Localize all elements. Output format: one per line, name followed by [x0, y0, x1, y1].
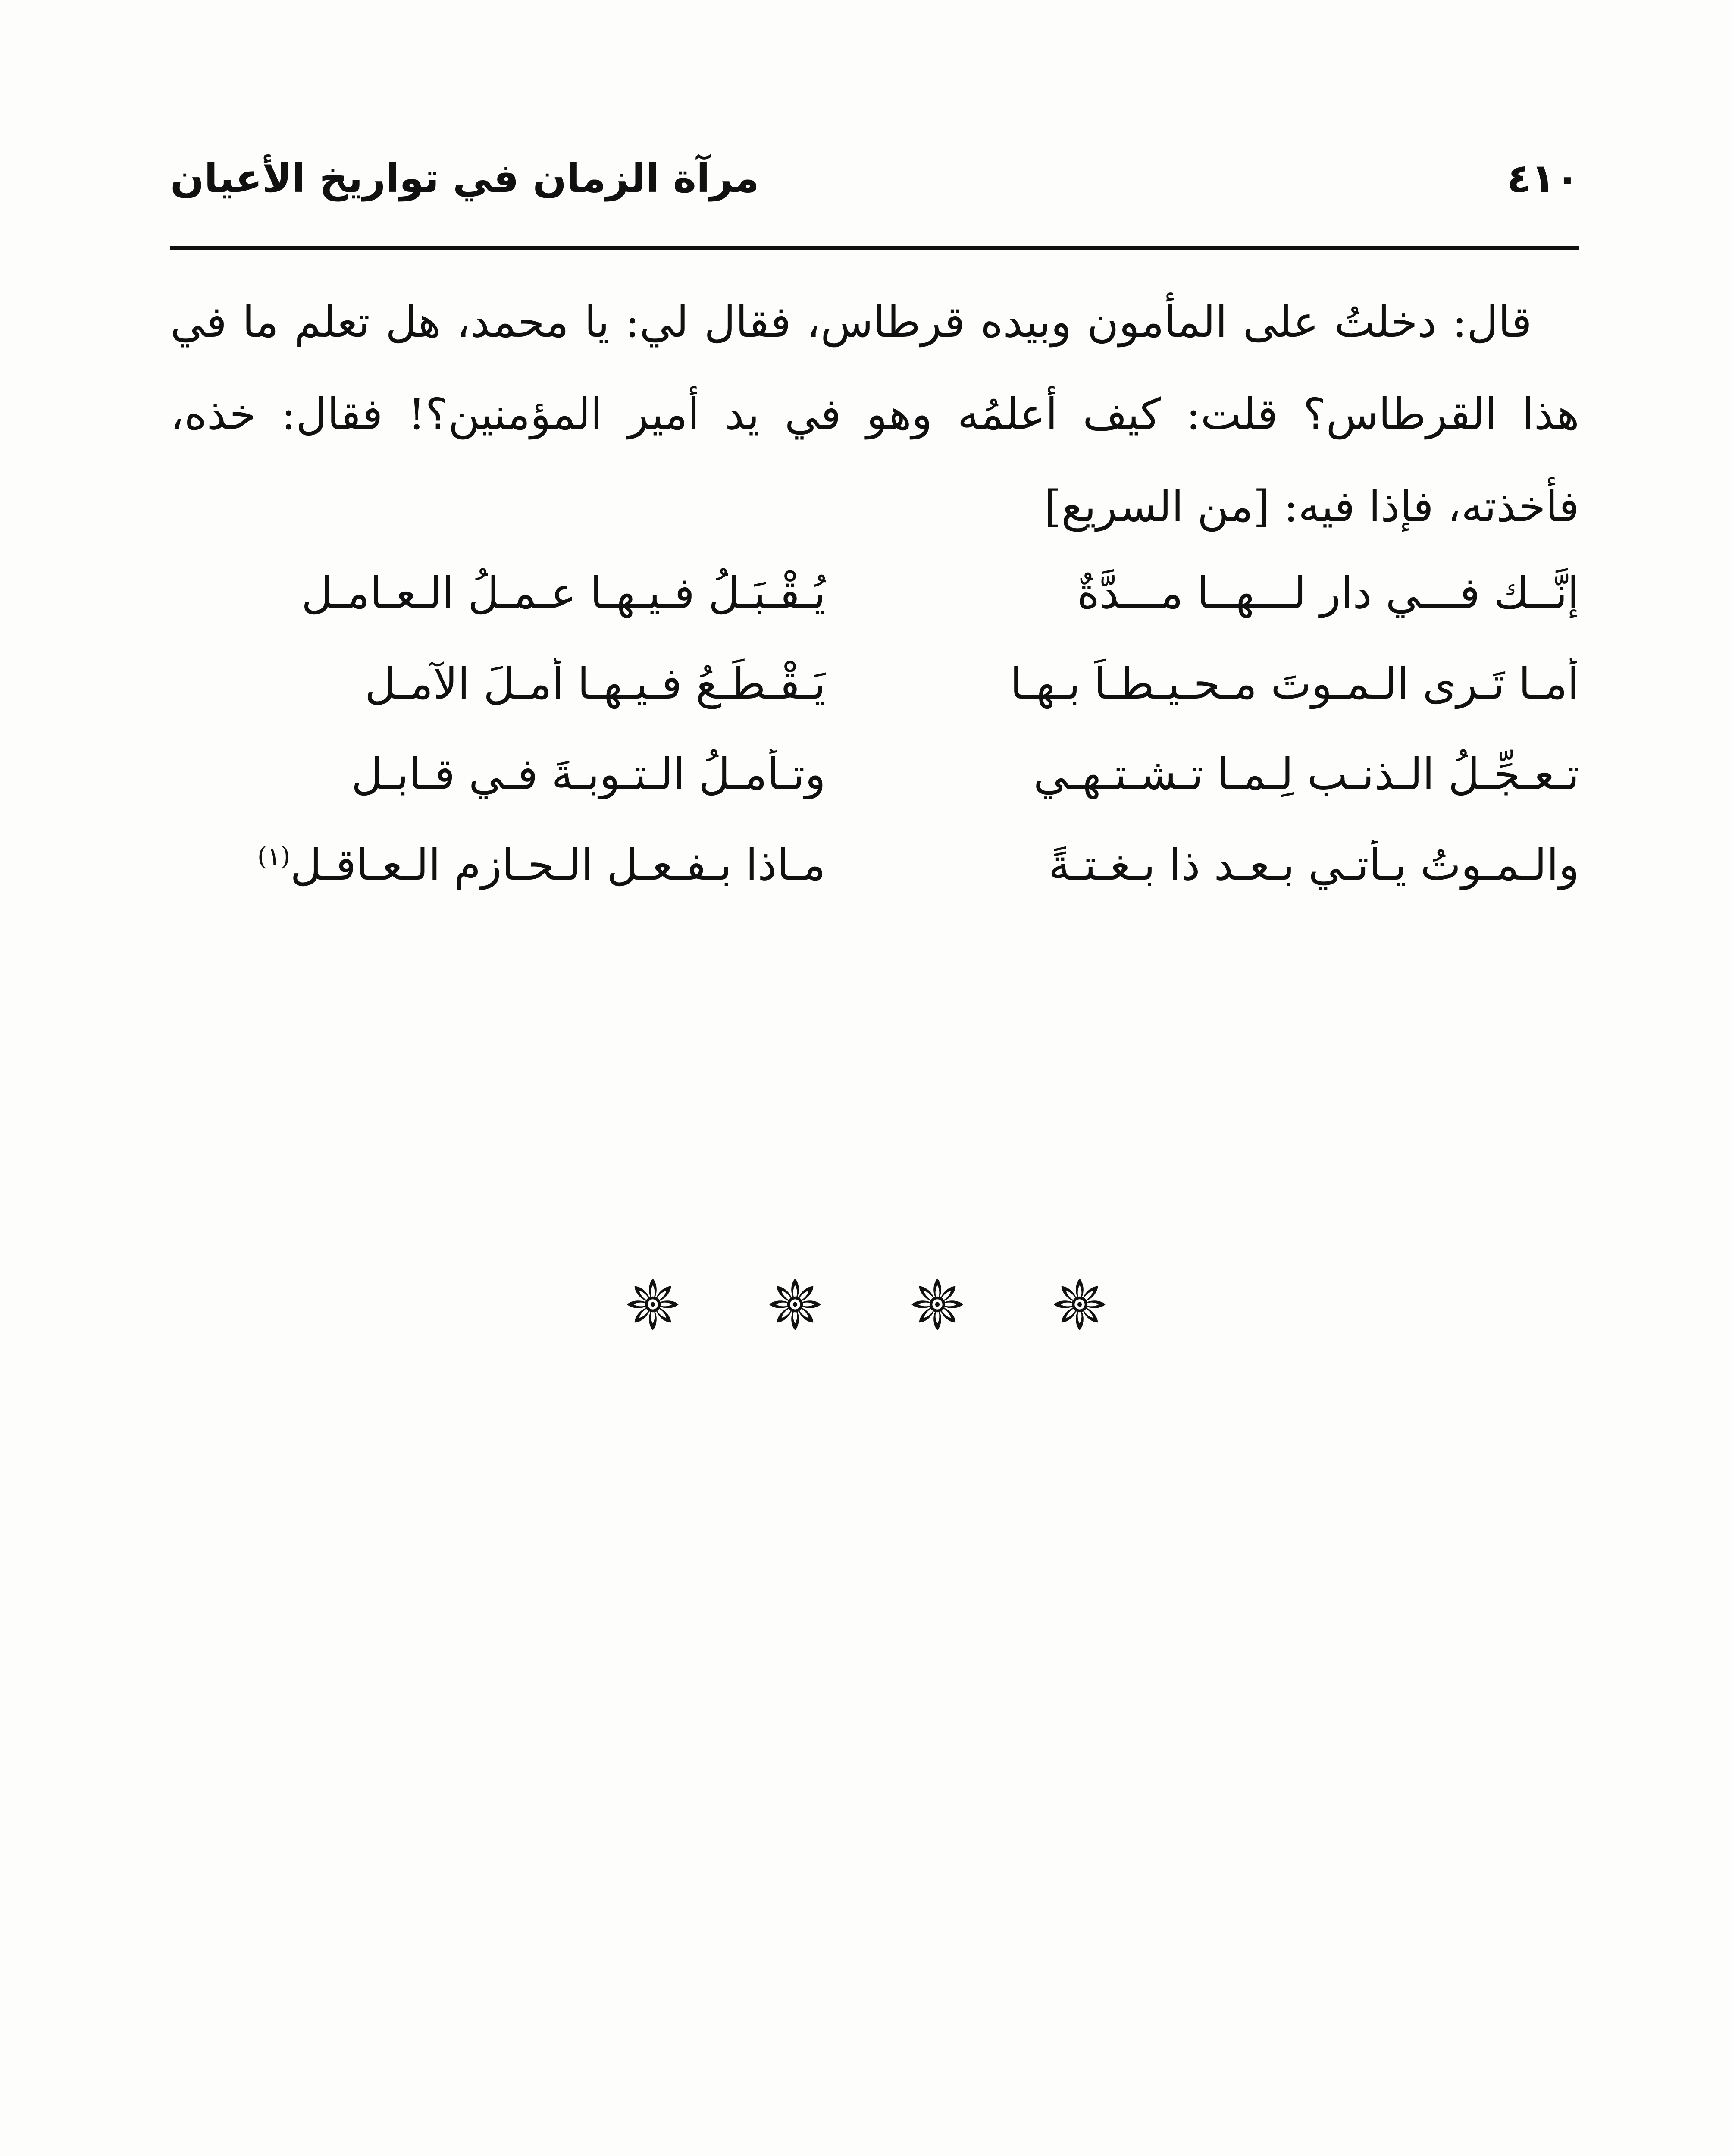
running-header [170, 147, 1579, 233]
verse-first-hemistich: أمـا تَـرى الـمـوتَ مـحـيـطـاً بـهـا [1010, 658, 1579, 709]
header-rule [170, 246, 1579, 250]
verse-second-hemistich: يَـقْـطَـعُ فـيـهـا أمـلَ الآمـلِ [364, 658, 826, 709]
footnote-reference[interactable]: (١) [257, 841, 291, 871]
section-divider-ornaments [0, 1276, 1732, 1332]
page-number: ٤١٠ [1506, 155, 1579, 201]
body-text [170, 276, 1579, 553]
verse-first-hemistich: إنَّــك فـــي دارٍ لـــهــا مـــدَّةٌ [1077, 567, 1579, 618]
star-flower-ornament-icon [1052, 1276, 1108, 1332]
book-title: مرآة الزمان في تواريخ الأعيان [170, 155, 759, 201]
verse-second-hemistich-text: مـاذا بـفـعـل الـحـازم الـعـاقـلِ [290, 839, 826, 890]
poem [170, 548, 1579, 910]
verse [170, 548, 1579, 638]
star-flower-ornament-icon [767, 1276, 823, 1332]
star-flower-ornament-icon [909, 1276, 965, 1332]
verse-second-hemistich [170, 840, 826, 890]
intro-paragraph: قال: دخلتُ على المأمون وبيده قرطاس، فقال لي: يا محمد، هل تعلم ما في هذا القرطاس؟ قلت: كيف أعلمُه وهو في يد أمير المؤمنين؟! فقال: خذه، فأخذته، فإذا فيه: [من السريع] [170, 297, 1579, 532]
star-flower-ornament-icon [625, 1276, 681, 1332]
verse-first-hemistich: تـعـجِّـلُ الـذنـب لِـمـا تـشـتـهـي [1033, 749, 1579, 799]
verse [170, 729, 1579, 819]
verse [170, 819, 1579, 910]
verse-second-hemistich: يُـقْـبَـلُ فـيـهـا عـمـلُ الـعـامـلِ [301, 567, 826, 618]
verse-second-hemistich: وتـأمـلُ الـتـوبـةَ فـي قـابـلِ [351, 749, 826, 799]
verse-first-hemistich: والـمـوتُ يـأتـي بـعـد ذا بـغـتـةً [1048, 839, 1579, 890]
verse [170, 638, 1579, 729]
